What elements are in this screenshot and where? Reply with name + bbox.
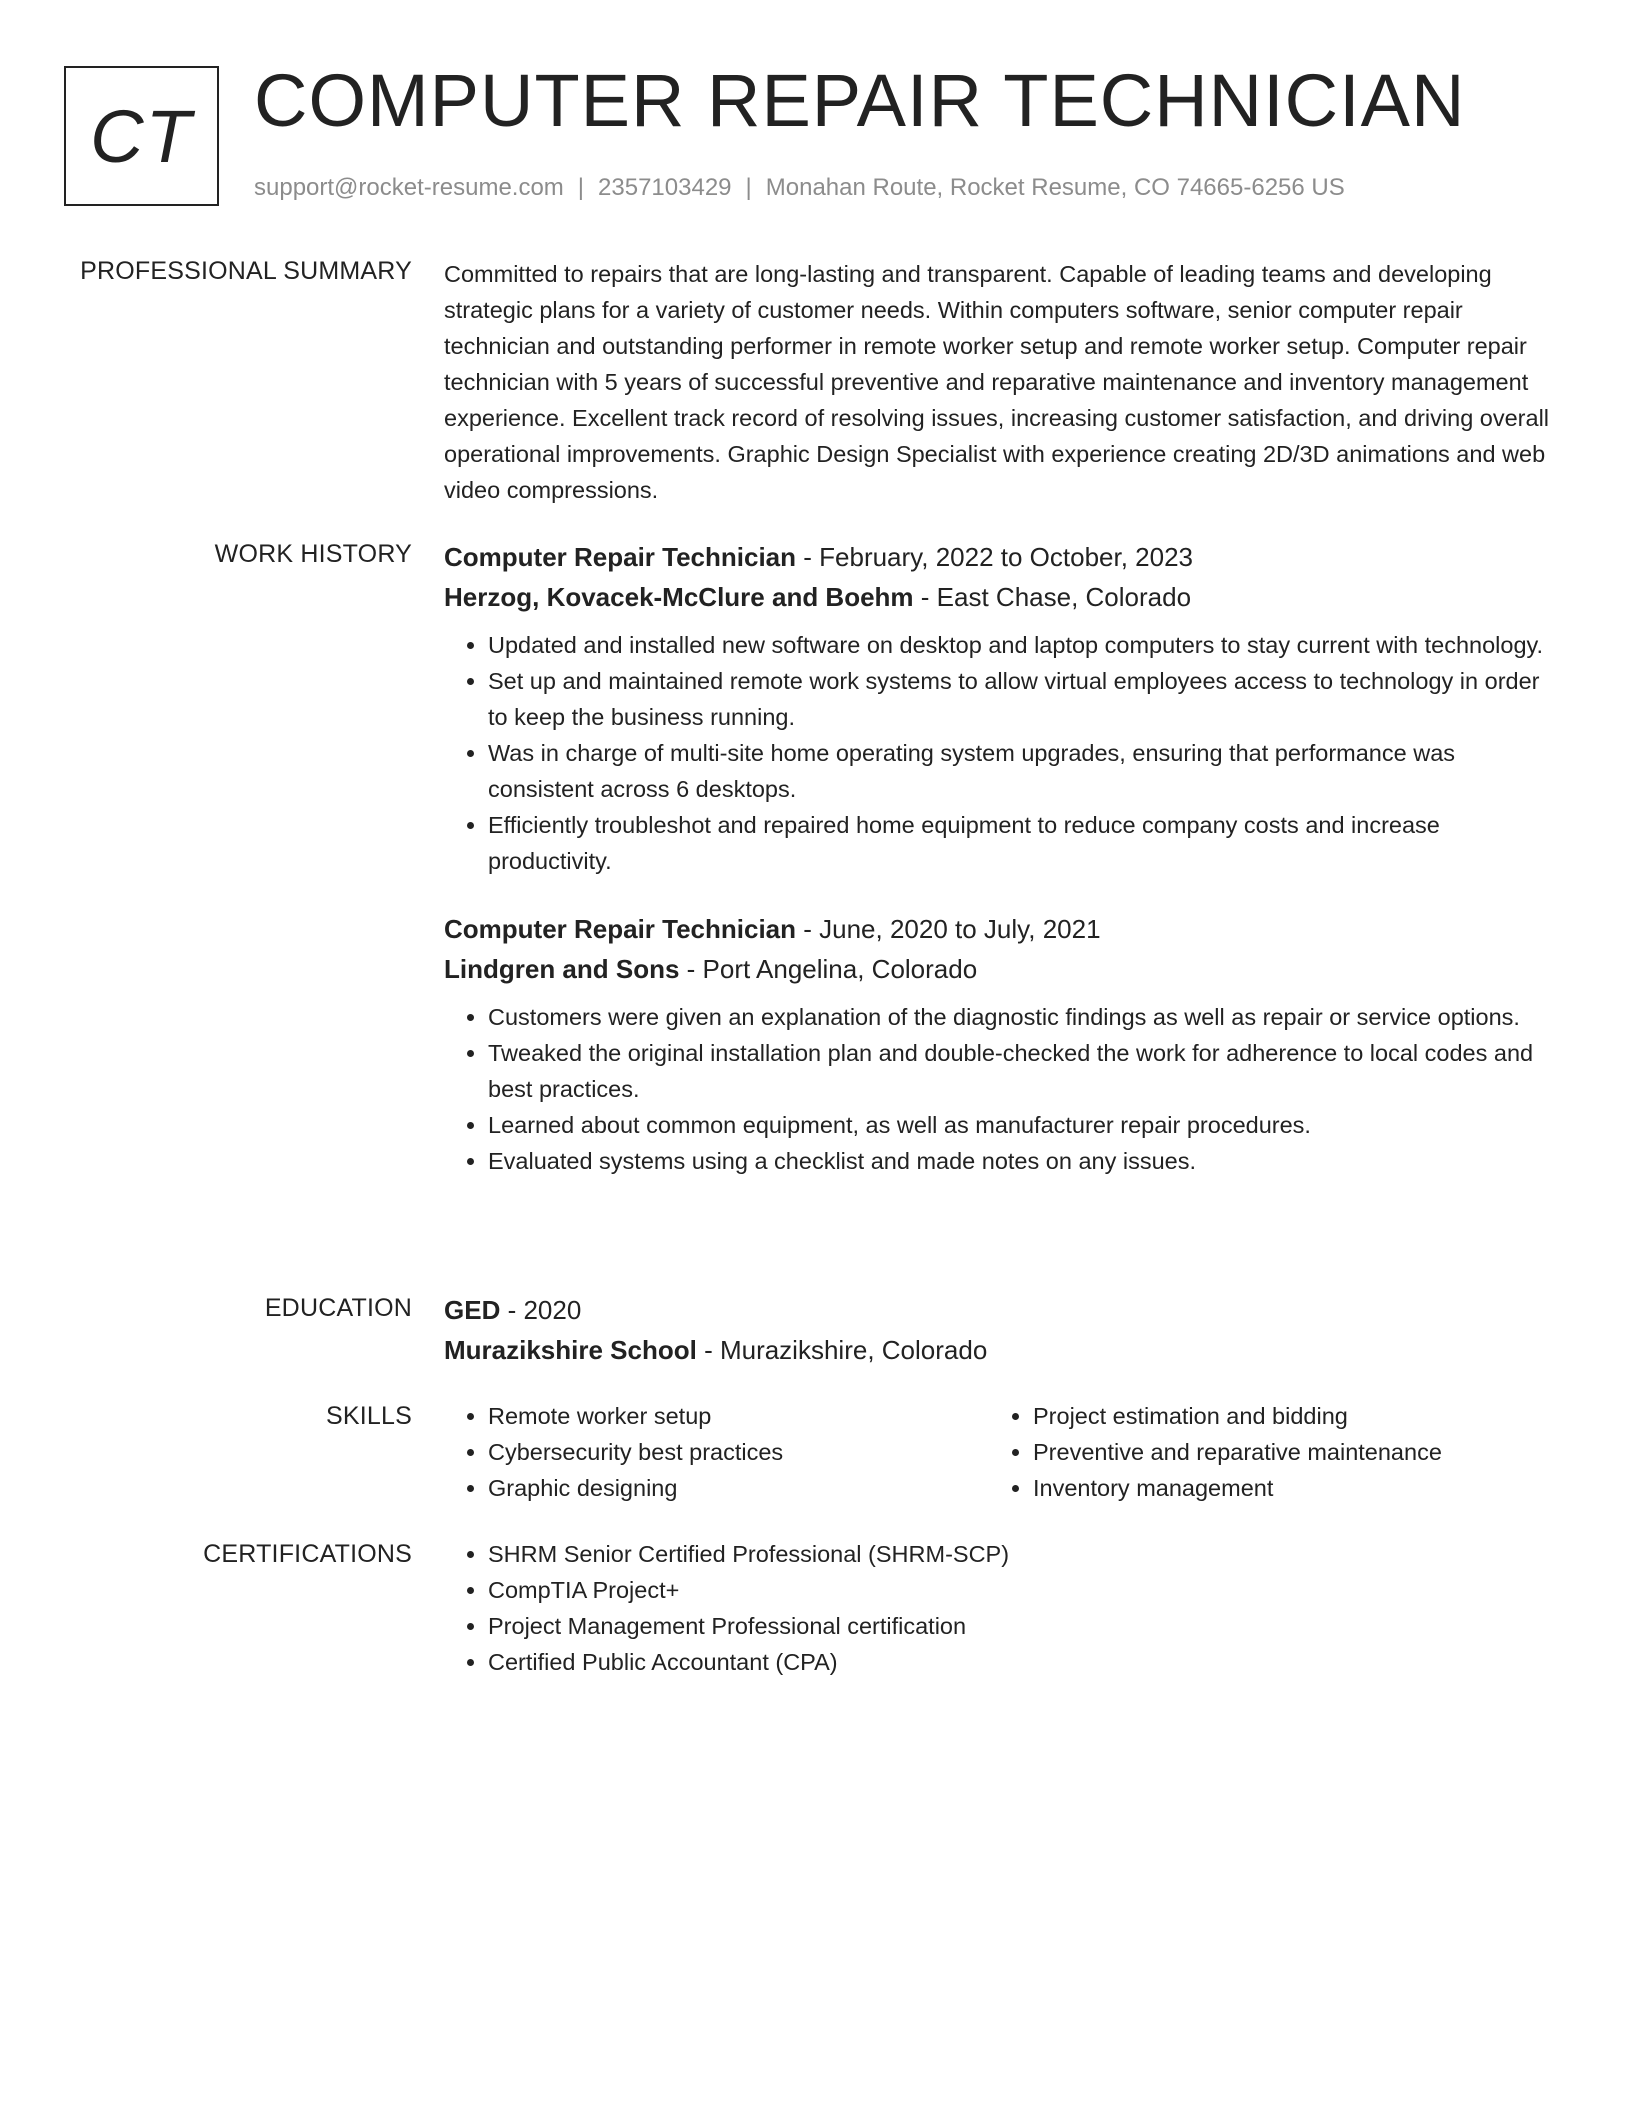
job-bullet: • Tweaked the original installation plan and double-checked the work for adherence to local codes and best practices. (488, 1035, 1554, 1107)
section-label-skills: SKILLS (326, 1402, 412, 1430)
job-title-line (444, 537, 1554, 577)
contact-line (254, 174, 1345, 202)
summary-section (444, 256, 1554, 508)
job-bullet: • Set up and maintained remote work systems to allow virtual employees access to technology in order to keep the business running. (488, 663, 1554, 735)
job-company-line (444, 949, 1554, 989)
skills-column-left (444, 1398, 989, 1506)
contact-address: Monahan Route, Rocket Resume, CO 74665-6256 US (765, 174, 1345, 201)
candidate-title: COMPUTER REPAIR TECHNICIAN (254, 59, 1466, 142)
job-dates: - February, 2022 to October, 2023 (796, 542, 1194, 572)
job-bullet: • Updated and installed new software on desktop and laptop computers to stay current with technology. (488, 627, 1554, 663)
contact-separator: | (577, 174, 585, 201)
contact-separator: | (745, 174, 752, 201)
job-bullet: • Learned about common equipment, as well as manufacturer repair procedures. (488, 1107, 1554, 1143)
job-bullet: • Evaluated systems using a checklist and made notes on any issues. (488, 1143, 1554, 1179)
education-degree: GED (444, 1295, 501, 1325)
section-label-certifications: CERTIFICATIONS (203, 1540, 412, 1568)
skill-item: • Inventory management (1033, 1470, 1534, 1506)
job-bullet: • Efficiently troubleshot and repaired home equipment to reduce company costs and increase productivity. (488, 807, 1554, 879)
skill-item: • Project estimation and bidding (1033, 1398, 1534, 1434)
job-company: Lindgren and Sons (444, 954, 680, 984)
certification-item: • CompTIA Project+ (488, 1572, 1554, 1608)
job-title: Computer Repair Technician (444, 542, 797, 572)
job-company: Herzog, Kovacek-McClure and Boehm (444, 582, 914, 612)
job-title: Computer Repair Technician (444, 914, 797, 944)
job-bullet: • Was in charge of multi-site home operating system upgrades, ensuring that performance was consistent across 6 desktops. (488, 735, 1554, 807)
education-year: - 2020 (500, 1295, 582, 1325)
job-location: - East Chase, Colorado (913, 582, 1192, 612)
job-bullets (444, 627, 1554, 879)
skills-section (444, 1398, 1554, 1506)
certification-item: • SHRM Senior Certified Professional (SHRM-SCP) (488, 1536, 1554, 1572)
job-bullet: • Customers were given an explanation of the diagnostic findings as well as repair or service options. (488, 999, 1554, 1035)
education-degree-line (444, 1290, 1554, 1330)
section-label-work-history: WORK HISTORY (214, 540, 412, 568)
initials-text: CT (90, 94, 193, 178)
certification-item: • Certified Public Accountant (CPA) (488, 1644, 1554, 1680)
skills-column-right (989, 1398, 1534, 1506)
job-entry (444, 909, 1554, 1179)
certification-item: • Project Management Professional certification (488, 1608, 1554, 1644)
education-school: Murazikshire School (444, 1335, 697, 1365)
job-entry (444, 537, 1554, 879)
contact-email: support@rocket-resume.com (254, 174, 564, 201)
skill-item: • Graphic designing (488, 1470, 989, 1506)
initials-monogram (64, 66, 219, 206)
job-bullets (444, 999, 1554, 1179)
skill-item: • Preventive and reparative maintenance (1033, 1434, 1534, 1470)
education-section (444, 1290, 1554, 1370)
education-school-line (444, 1330, 1554, 1370)
certifications-section (444, 1536, 1554, 1680)
skills-grid (444, 1398, 1554, 1506)
job-title-line (444, 909, 1554, 949)
skill-item: • Cybersecurity best practices (488, 1434, 989, 1470)
section-label-summary: PROFESSIONAL SUMMARY (80, 257, 412, 285)
job-company-line (444, 577, 1554, 617)
education-location: - Murazikshire, Colorado (696, 1335, 988, 1365)
section-label-education: EDUCATION (264, 1294, 412, 1322)
job-location: - Port Angelina, Colorado (679, 954, 978, 984)
work-history-section (444, 537, 1554, 1179)
skill-item: • Remote worker setup (488, 1398, 989, 1434)
contact-phone: 2357103429 (598, 174, 732, 201)
job-dates: - June, 2020 to July, 2021 (796, 914, 1101, 944)
summary-text: Committed to repairs that are long-lasting and transparent. Capable of leading teams and developing strategic plans for a variety of customer needs. Within computers software, senior computer repair technician and outstanding performer in remote worker setup and remote worker setup. Computer repair technician with 5 years of successful preventive and reparative maintenance and inventory management experience. Excellent track record of resolving issues, increasing customer satisfaction, and driving overall operational improvements. Graphic Design Specialist with experience creating 2D/3D animations and web video compressions. (444, 261, 1550, 503)
certifications-list (444, 1536, 1554, 1680)
